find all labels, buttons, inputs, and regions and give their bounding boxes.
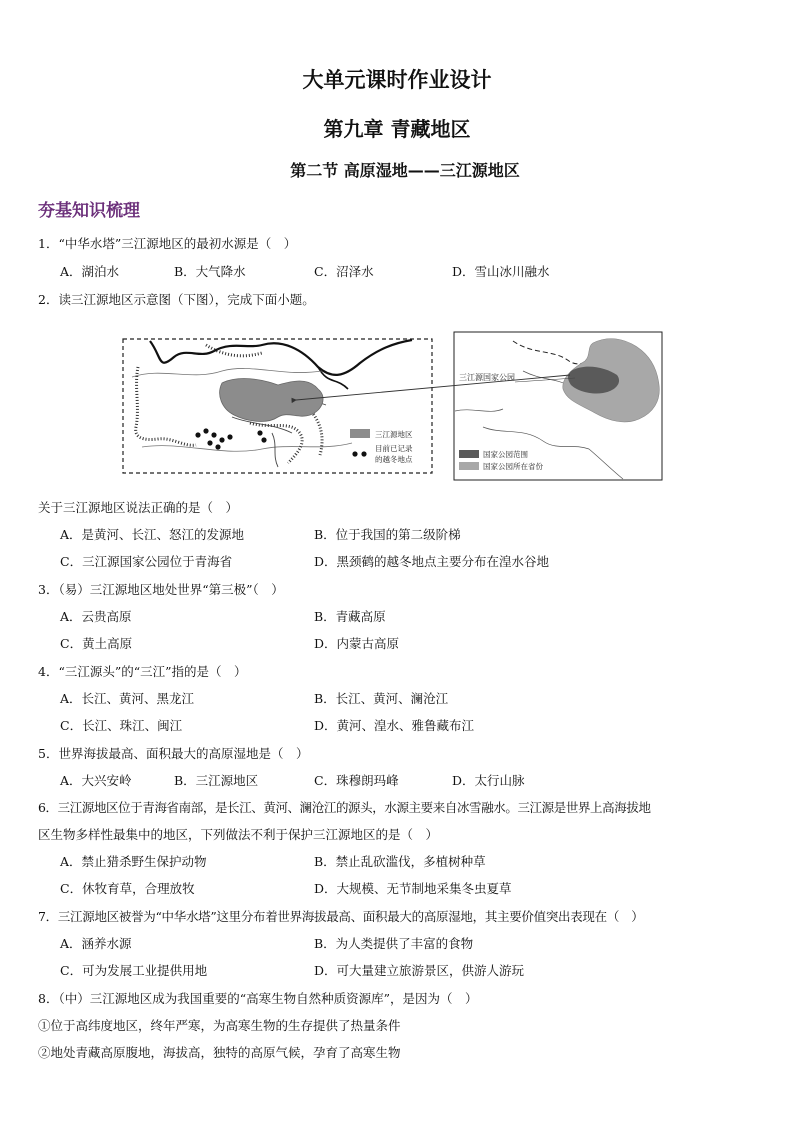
question-5-option-a: A．大兴安岭 [60, 773, 132, 788]
question-1-option-d: D．雪山冰川融水 [452, 264, 550, 279]
question-5-option-d: D．太行山脉 [452, 773, 525, 788]
question-1-stem: 1．“中华水塔”三江源地区的最初水源是（ ） [38, 236, 297, 251]
page-title: 大单元课时作业设计 [302, 68, 492, 92]
question-6-option-b: B．禁止乱砍滥伐，多植树种草 [314, 854, 486, 869]
question-4-option-b: B．长江、黄河、澜沧江 [314, 691, 449, 706]
question-6-stem-line-1: 6．三江源地区位于青海省南部，是长江、黄河、澜沧江的源头，水源主要来自冰雪融水。三江源是世界上高海拔地 [38, 800, 651, 815]
question-7-stem: 7．三江源地区被誉为“中华水塔”这里分布着世界海拔最高、面积最大的高原湿地，其主要价值突出表现在（ ） [38, 909, 644, 924]
question-8-item-1: ①位于高纬度地区，终年严寒，为高寒生物的生存提供了热量条件 [38, 1018, 401, 1033]
question-8-stem: 8．（中）三江源地区成为我国重要的“高寒生物自然种质资源库”，是因为（ ） [38, 991, 478, 1006]
question-2-option-a: A．是黄河、长江、怒江的发源地 [60, 527, 245, 542]
question-8-item-2: ②地处青藏高原腹地，海拔高，独特的高原气候，孕育了高寒生物 [38, 1045, 401, 1060]
question-4-stem: 4．“三江源头”的“三江”指的是（ ） [38, 664, 247, 679]
question-5-stem: 5．世界海拔最高、面积最大的高原湿地是（ ） [38, 746, 309, 761]
question-2-option-d: D．黑颈鹤的越冬地点主要分布在湟水谷地 [314, 554, 550, 569]
question-7-option-c: C．可为发展工业提供用地 [60, 963, 208, 978]
question-2-option-c: C．三江源国家公园位于青海省 [60, 554, 233, 569]
part-heading: 夯基知识梳理 [38, 201, 140, 221]
legend-dots-label-1: 目前已记录 [375, 444, 413, 453]
question-6-option-d: D．大规模、无节制地采集冬虫夏草 [314, 881, 512, 896]
question-4-option-a: A．长江、黄河、黑龙江 [60, 691, 195, 706]
legend-region-swatch [350, 429, 370, 438]
question-1-option-b: B．大气降水 [174, 264, 246, 279]
question-4-option-d: D．黄河、湟水、雅鲁藏布江 [314, 718, 475, 733]
inset-legend-park-label: 国家公园范围 [483, 450, 528, 459]
question-7-option-b: B．为人类提供了丰富的食物 [314, 936, 474, 951]
chapter-title: 第九章 青藏地区 [323, 117, 471, 141]
section-title: 第二节 高原湿地——三江源地区 [290, 161, 520, 180]
question-7-option-d: D．可大量建立旅游景区，供游人游玩 [314, 963, 525, 978]
question-6-stem-line-2: 区生物多样性最集中的地区，下列做法不利于保护三江源地区的是（ ） [38, 827, 439, 842]
inset-legend-park-swatch [459, 450, 479, 458]
question-3-option-d: D．内蒙古高原 [314, 636, 400, 651]
question-2-option-b: B．位于我国的第二级阶梯 [314, 527, 461, 542]
question-2-stem: 2．读三江源地区示意图（下图），完成下面小题。 [38, 292, 315, 307]
question-5-option-b: B．三江源地区 [174, 773, 259, 788]
inset-park-label: 三江源国家公园 [459, 373, 515, 382]
legend-dots-label-2: 的越冬地点 [375, 455, 413, 464]
question-6-option-c: C．休牧育草，合理放牧 [60, 881, 195, 896]
inset-legend-province-label: 国家公园所在省份 [483, 462, 543, 471]
question-4-option-c: C．长江、珠江、闽江 [60, 718, 183, 733]
question-3-option-b: B．青藏高原 [314, 609, 386, 624]
legend-region-label: 三江源地区 [375, 430, 413, 439]
question-6-option-a: A．禁止猎杀野生保护动物 [60, 854, 207, 869]
inset-legend-province-swatch [459, 462, 479, 470]
question-1-option-c: C．沼泽水 [314, 264, 374, 279]
question-2-sub-stem: 关于三江源地区说法正确的是（ ） [38, 500, 239, 515]
question-5-option-c: C．珠穆朗玛峰 [314, 773, 399, 788]
question-1-option-a: A．湖泊水 [60, 264, 120, 279]
connector-arrow [290, 370, 580, 410]
question-3-stem: 3．（易）三江源地区地处世界“第三极”（ ） [38, 582, 284, 597]
question-7-option-a: A．涵养水源 [60, 936, 132, 951]
question-3-option-a: A．云贵高原 [60, 609, 132, 624]
question-3-option-c: C．黄土高原 [60, 636, 133, 651]
